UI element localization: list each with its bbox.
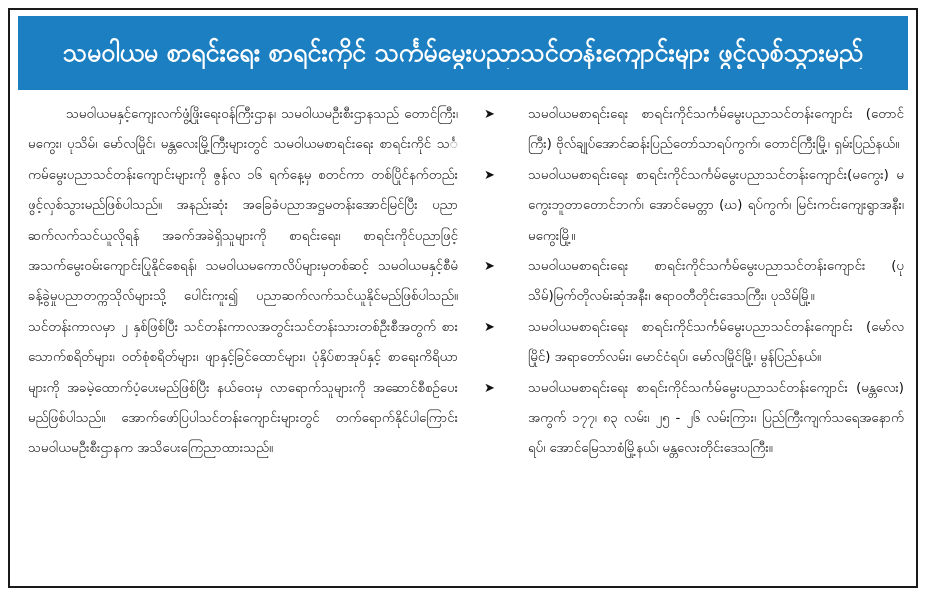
arrow-bullet-icon: ➤ (484, 319, 495, 335)
school-entry-pathein: သမဝါယမစာရင်းရေး စာရင်းကိုင်သင်္ကမ်မွေးပညာသင်တန်းကျောင်း (ပုသိမ်)မြက်တိုလမ်းဆုံအနီး၊ ဧရာဝတီတိုင်းဒေသကြီး၊ ပုသိမ်မြို့။ (528, 259, 904, 305)
headline: သမဝါယမ စာရင်းရေး စာရင်းကိုင် သင်္ကမ်မွေးပညာသင်တန်းကျောင်းများ ဖွင့်လှစ်သွားမည် (62, 37, 864, 67)
school-entry-mawlamyine: သမဝါယမစာရင်းရေး စာရင်းကိုင်သင်္ကမ်မွေးပညာသင်တန်းကျောင်း (မော်လမြိုင်) အရာတော်လမ်း၊ မောင်ငံရပ်၊ မော်လမြိုင်မြို့၊ မွန်ပြည်နယ်။ (528, 319, 904, 366)
school-list (484, 100, 904, 465)
school-entry-mandalay: သမဝါယမစာရင်းရေး စာရင်းကိုင်သင်္ကမ်မွေးပညာသင်တန်းကျောင်း (မန္တလေး) အကွက် ၁၇၇၊ ၈၃ လမ်း၊ ၂၅ - ၂၆ လမ်းကြား၊ ပြည်ကြီးကျက်သရေအနောက်ရပ်၊ အောင်မြေသာစံမြို့နယ်၊ မန္တလေးတိုင်းဒေသကြီး။ (528, 380, 904, 457)
list-item (484, 374, 904, 465)
school-entry-taunggyi: သမဝါယမစာရင်းရေး စာရင်းကိုင်သင်္ကမ်မွေးပညာသင်တန်းကျောင်း (တောင်ကြီး) ဗိုလ်ချုပ်အောင်ဆန်းပြည်တော်သာရပ်ကွက်၊ တောင်ကြီးမြို့၊ ရှမ်းပြည်နယ်။ (528, 107, 904, 153)
headline-banner (18, 16, 908, 90)
intro-paragraph: သမဝါယမနှင့်ကျေးလက်ဖွံ့ဖြိုးရေးဝန်ကြီးဌာန၊ သမဝါယမဦးစီးဌာနသည် တောင်ကြီး၊ မကွေး၊ ပုသိမ်၊ မော်လမြိုင်၊ မန္တလေးမြို့ကြီးများတွင် သမဝါယမစာရင်းရေး စာရင်းကိုင် သင်္ကမ်မွေးပညာသင်တန်းကျောင်းများကို ဇွန်လ ၁၆ ရက်နေ့မှ စတင်ကာ တစ်ပြိုင်နက်တည်း ဖွင့်လှစ်သွားမည်ဖြစ်ပါသည်။ အနည်းဆုံး အခြေခံပညာအဋ္ဌမတန်းအောင်မြင်ပြီး ပညာဆက်လက်သင်ယူလိုရန် အခက်အခဲရှိသူများကို စာရင်းရေး၊ စာရင်းကိုင်ပညာဖြင့် အသက်မွေးဝမ်းကျောင်းပြုနိုင်စေရန်၊ သမဝါယမကောလိပ်များမှတစ်ဆင့် သမဝါယမနှင့်စီမံခန့်ခွဲမှုပညာတက္ကသိုလ်များသို့ ပေါင်းကူး၍ ပညာဆက်လက်သင်ယူနိုင်မည်ဖြစ်ပါသည်။ သင်တန်းကာလမှာ ၂ နှစ်ဖြစ်ပြီး သင်တန်းကာလအတွင်းသင်တန်းသားတစ်ဦးစီအတွက် စားသောက်စရိတ်များ၊ ဝတ်စုံစရိတ်များ၊ ဖျာနှင့်ခြင်ထောင်များ၊ ပုံနှိပ်စာအုပ်နှင့် စာရေးကိရိယာများကို အခမဲ့ထောက်ပံ့ပေးမည်ဖြစ်ပြီး နယ်ဝေးမှ လာရောက်သူများကို အဆောင်စီစဉ်ပေးမည်ဖြစ်ပါသည်။ အောက်ဖော်ပြပါသင်တန်းကျောင်းများတွင် တက်ရောက်နိုင်ပါကြောင်း သမဝါယမဦးစီးဌာနက အသိပေးကြေညာထားသည်။ (28, 107, 458, 457)
list-item (484, 161, 904, 252)
list-item (484, 313, 904, 374)
arrow-bullet-icon: ➤ (484, 107, 495, 122)
school-entry-magway: သမဝါယမစာရင်းရေး စာရင်းကိုင်သင်္ကမ်မွေးပညာသင်တန်းကျောင်း(မကွေး) မကွေးဘူတာတောင်ဘက်၊ အောင်မေတ္တာ (ဃ) ရပ်ကွက်၊ မြင်းကင်းကျေးရွာအနီး၊ မကွေးမြို့။ (528, 167, 904, 244)
article-body (28, 100, 904, 580)
list-item (484, 252, 904, 313)
article-frame (8, 8, 918, 588)
arrow-bullet-icon: ➤ (484, 259, 495, 275)
arrow-bullet-icon: ➤ (484, 380, 495, 396)
schools-column (484, 100, 904, 580)
arrow-bullet-icon: ➤ (484, 167, 495, 183)
intro-column (28, 100, 458, 580)
list-item (484, 100, 904, 161)
